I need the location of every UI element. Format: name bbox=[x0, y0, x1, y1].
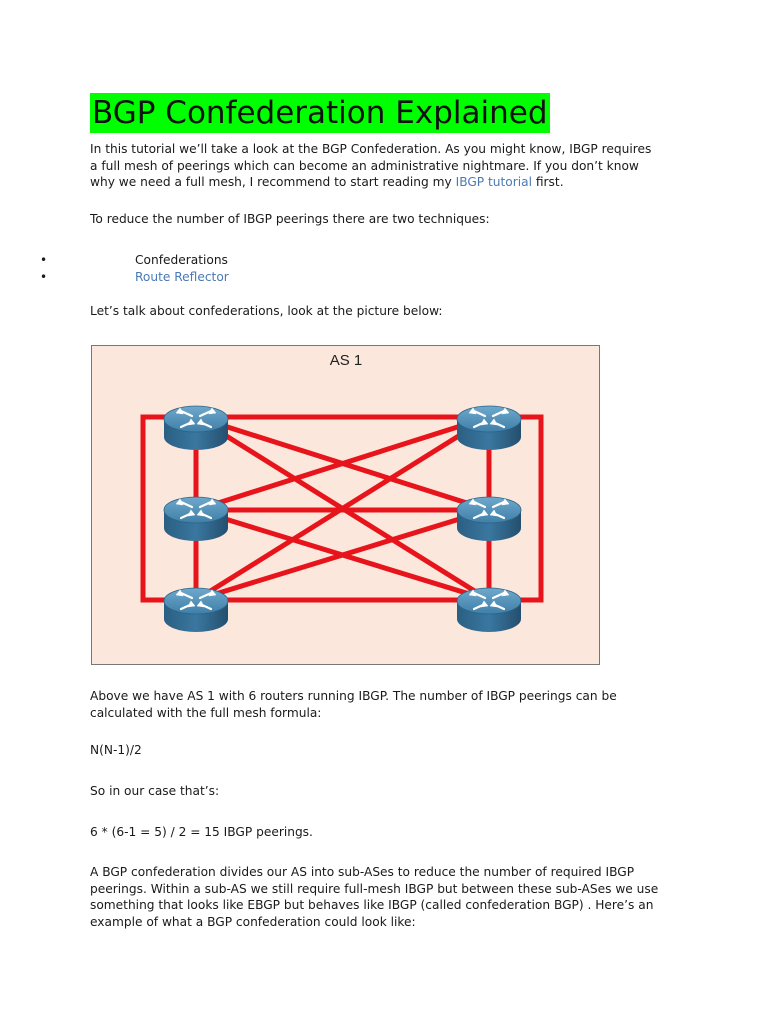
lead-in-text: Let’s talk about confederations, look at the picture below: bbox=[90, 304, 443, 318]
text-line: peerings. Within a sub-AS we still require full-mesh IBGP but between these sub-ASes we use bbox=[90, 881, 659, 896]
router-icon bbox=[164, 497, 228, 541]
page-title: BGP Confederation Explained bbox=[92, 95, 548, 131]
router-icon bbox=[457, 588, 521, 632]
as-label: AS 1 bbox=[329, 352, 363, 369]
as1-network-diagram bbox=[91, 345, 600, 665]
text-line: example of what a BGP confederation could look like: bbox=[90, 914, 416, 929]
router-icon bbox=[164, 588, 228, 632]
intro-line-2: a full mesh of peerings which can become an administrative nightmare. If you don’t know bbox=[90, 158, 639, 173]
router-icon bbox=[457, 406, 521, 450]
intro-paragraph bbox=[90, 141, 690, 191]
bullet-icon: • bbox=[40, 253, 48, 267]
text-line: A BGP confederation divides our AS into sub-ASes to reduce the number of required IBGP bbox=[90, 865, 635, 879]
text-line: Above we have AS 1 with 6 routers running IBGP. The number of IBGP peerings can be bbox=[90, 689, 617, 703]
calculation-text: 6 * (6-1 = 5) / 2 = 15 IBGP peerings. bbox=[90, 825, 313, 839]
ibgp-tutorial-link[interactable]: IBGP tutorial bbox=[455, 175, 532, 189]
formula-text: N(N-1)/2 bbox=[90, 743, 142, 757]
route-reflector-link[interactable]: Route Reflector bbox=[135, 270, 229, 284]
text-line: calculated with the full mesh formula: bbox=[90, 705, 322, 720]
confederation-paragraph bbox=[90, 864, 690, 930]
intro-line-3: why we need a full mesh, I recommend to start reading my bbox=[90, 175, 456, 189]
router-icon bbox=[164, 406, 228, 450]
technique-confederations: Confederations bbox=[135, 253, 228, 267]
full-mesh-paragraph bbox=[90, 688, 690, 721]
case-text: So in our case that’s: bbox=[90, 784, 220, 798]
router-icon bbox=[457, 497, 521, 541]
bullet-icon: • bbox=[40, 270, 48, 284]
intro-line-3-end: first. bbox=[532, 175, 564, 189]
intro-line-1: In this tutorial we’ll take a look at the BGP Confederation. As you might know, IBGP requires bbox=[90, 142, 652, 156]
techniques-intro: To reduce the number of IBGP peerings there are two techniques: bbox=[90, 212, 490, 226]
text-line: something that looks like EBGP but behaves like IBGP (called confederation BGP) . Here’s an bbox=[90, 898, 654, 912]
